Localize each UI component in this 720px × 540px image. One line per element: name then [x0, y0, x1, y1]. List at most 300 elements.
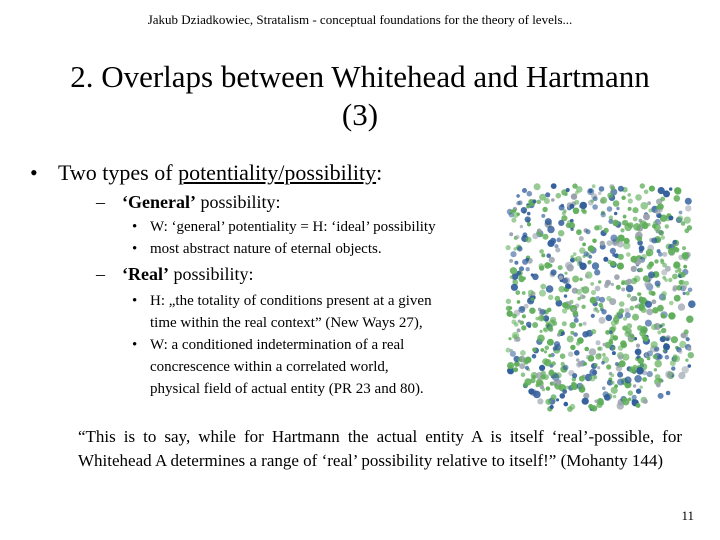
sphere-dot [539, 194, 546, 201]
sphere-dot [603, 228, 608, 233]
sphere-dot [540, 385, 544, 389]
sphere-dot [582, 398, 589, 405]
sphere-dot [558, 230, 564, 236]
sphere-dot [523, 359, 528, 364]
sphere-dot [648, 271, 655, 278]
general-bold: ‘General’ [122, 192, 196, 212]
sphere-dot [562, 389, 567, 394]
sphere-dot [647, 223, 650, 226]
sphere-dot [526, 322, 532, 328]
sphere-dot [619, 301, 625, 307]
sphere-dot [566, 223, 571, 228]
sphere-dot [661, 269, 667, 275]
sphere-dot [510, 251, 516, 257]
sphere-dot [619, 266, 622, 269]
sphere-dot [639, 296, 642, 299]
sphere-dot [651, 238, 657, 244]
sphere-dot [537, 200, 542, 205]
sphere-dot [541, 214, 545, 218]
sphere-dot [630, 306, 635, 311]
sphere-dot [677, 215, 683, 221]
sphere-dot [612, 220, 619, 227]
sphere-dot [688, 300, 696, 308]
sphere-dot [674, 356, 678, 360]
sphere-dot [623, 317, 627, 321]
sphere-dot [579, 384, 584, 389]
sphere-dot [614, 384, 618, 388]
real-item-1-line-1: H: „the totality of conditions present at a given [150, 293, 432, 309]
sphere-dot [658, 230, 664, 236]
sphere-dot [574, 200, 579, 205]
sphere-dot [634, 375, 642, 383]
dash-marker: – [96, 192, 105, 212]
sphere-dot [598, 399, 603, 404]
sphere-dot [570, 322, 576, 328]
sphere-dot [558, 220, 564, 226]
sphere-dot [558, 286, 565, 293]
real-possibility-heading [96, 264, 254, 285]
real-item-2-line-3: physical field of actual entity (PR 23 and 80). [150, 381, 424, 397]
sphere-dot [557, 238, 562, 243]
sphere-dot [632, 314, 639, 321]
sphere-dot [547, 240, 554, 247]
sphere-dot [589, 348, 597, 356]
sphere-dot [603, 257, 608, 262]
sphere-dot [541, 253, 545, 257]
sphere-dot [545, 399, 551, 405]
sphere-dot [580, 202, 587, 209]
sphere-dot [628, 198, 633, 203]
sphere-dot [653, 221, 657, 225]
sphere-dot [523, 210, 526, 213]
sphere-dot [570, 255, 573, 258]
sub-bullet: • [132, 293, 138, 309]
sphere-dot [599, 297, 605, 303]
sphere-dot [685, 198, 692, 205]
sub-bullet: • [132, 241, 138, 257]
sphere-dot [565, 386, 569, 390]
sphere-dot [592, 184, 596, 188]
bullet-marker: • [30, 160, 38, 185]
sphere-dot [668, 312, 675, 319]
sphere-dot [670, 360, 676, 366]
sphere-dot [526, 205, 530, 209]
sphere-dot [595, 286, 601, 292]
sphere-dot [532, 199, 536, 203]
sphere-dot [601, 212, 606, 217]
bullet-prefix: Two types of [58, 160, 179, 185]
sphere-dot [617, 379, 624, 386]
sphere-dot [591, 290, 596, 295]
sphere-dot [607, 240, 613, 246]
sphere-dot [551, 198, 555, 202]
sphere-dot [686, 291, 690, 295]
sphere-dot [513, 367, 518, 372]
sphere-dot [522, 314, 526, 318]
sphere-dot [560, 393, 566, 399]
sphere-dot [619, 360, 626, 367]
sphere-dot [626, 328, 632, 334]
sphere-dot [569, 204, 574, 209]
sphere-dot [592, 262, 599, 269]
general-item-1: W: ‘general’ potentiality = H: ‘ideal’ possibility [150, 219, 436, 235]
sphere-dot [560, 353, 566, 359]
sphere-dot [540, 309, 546, 315]
sphere-dot [598, 280, 601, 283]
sphere-dot [564, 294, 567, 297]
sphere-dot [604, 283, 609, 288]
sphere-dot [555, 296, 561, 302]
sphere-dot [636, 344, 640, 348]
sphere-dot [515, 290, 520, 295]
sphere-dot [543, 374, 549, 380]
sphere-dot [571, 193, 577, 199]
sphere-dot [675, 188, 682, 195]
sphere-dot [684, 228, 689, 233]
sphere-dot [514, 322, 519, 327]
sphere-dot [598, 192, 602, 196]
sphere-dot [602, 353, 606, 357]
sphere-dot [649, 290, 654, 295]
sphere-dot [550, 269, 556, 275]
sphere-dot [514, 261, 518, 265]
sphere-dot [582, 286, 590, 294]
sphere-dot [527, 222, 531, 226]
sphere-dot [591, 314, 595, 318]
sphere-dot [577, 230, 581, 234]
sphere-dot [537, 335, 545, 343]
sphere-dot [642, 377, 647, 382]
sphere-dot [606, 296, 611, 301]
sphere-dot [520, 225, 523, 228]
sphere-dot [597, 366, 600, 369]
sphere-dot [630, 256, 637, 263]
sphere-dot [611, 283, 614, 286]
bullet-suffix: : [376, 160, 383, 185]
sphere-dot [593, 196, 598, 201]
sphere-dot [655, 281, 661, 287]
sphere-dot [631, 266, 637, 272]
sphere-dot [572, 276, 579, 283]
sphere-dot [559, 205, 565, 211]
sphere-dot [579, 236, 584, 241]
sphere-dot [513, 247, 517, 251]
sphere-dot [664, 278, 667, 281]
sphere-dot [678, 303, 685, 310]
sphere-dot [669, 187, 672, 190]
sphere-dot [660, 197, 665, 202]
sphere-dot [558, 265, 563, 270]
sphere-dot [643, 399, 648, 404]
sphere-dot [618, 186, 624, 192]
sphere-dot [539, 263, 545, 269]
bullet-two-types [30, 160, 382, 186]
sphere-dot [681, 272, 686, 277]
sphere-dot [509, 232, 513, 236]
sphere-dot [518, 357, 523, 362]
sphere-dot [658, 221, 662, 225]
sphere-dot [510, 267, 517, 274]
dash-marker: – [96, 264, 105, 284]
sphere-dot [687, 347, 691, 351]
sphere-cloud-figure [500, 178, 700, 418]
sphere-dot [622, 397, 626, 401]
sphere-dot [589, 375, 595, 381]
sphere-dot [654, 368, 657, 371]
sphere-dot [581, 305, 585, 309]
sphere-dot [570, 345, 575, 350]
sphere-dot [648, 261, 654, 267]
sphere-dot [537, 398, 543, 404]
sphere-dot [596, 340, 601, 345]
sphere-dot [548, 354, 552, 358]
sphere-dot [663, 349, 667, 353]
sphere-dot [508, 365, 512, 369]
sphere-dot [652, 299, 657, 304]
sphere-dot [681, 221, 686, 226]
sphere-dot [583, 362, 587, 366]
sphere-dot [506, 299, 511, 304]
sphere-dot [539, 290, 546, 297]
sphere-dot [644, 190, 649, 195]
sphere-dot [534, 183, 541, 190]
sphere-dot [564, 272, 567, 275]
sphere-dot [572, 373, 577, 378]
sphere-dot [592, 239, 597, 244]
sphere-dot [518, 276, 524, 282]
sphere-dot [622, 354, 629, 361]
sphere-dot [666, 391, 671, 396]
sphere-dot [645, 301, 652, 308]
sphere-dot [532, 348, 537, 353]
sphere-dot [629, 366, 636, 373]
sphere-dot [600, 197, 607, 204]
sphere-dot [672, 274, 678, 280]
sphere-dot [565, 262, 572, 269]
sphere-dot [618, 355, 623, 360]
sphere-dot [521, 325, 526, 330]
real-rest: possibility: [168, 264, 254, 284]
sphere-dot [507, 311, 513, 317]
sphere-dot [592, 370, 597, 375]
sphere-dot [551, 183, 557, 189]
sphere-dot [549, 257, 555, 263]
sphere-dot [635, 194, 642, 201]
sphere-dot [532, 233, 538, 239]
real-item-1-line-2: time within the real context” (New Ways 27), [150, 315, 423, 331]
sphere-dot [552, 361, 556, 365]
sphere-dot [640, 202, 648, 210]
sphere-dot [599, 317, 606, 324]
sphere-dot [529, 308, 535, 314]
sphere-dot [653, 354, 658, 359]
sphere-dot [668, 278, 672, 282]
sphere-dot [618, 254, 624, 260]
sphere-dot [597, 225, 603, 231]
sphere-dot [657, 330, 661, 334]
sphere-dot [672, 287, 676, 291]
sphere-dot [661, 328, 666, 333]
sphere-dot [674, 295, 681, 302]
sphere-dot [542, 207, 547, 212]
real-item-2-line-2: concrescence within a correlated world, [150, 359, 389, 375]
sphere-dot [685, 359, 688, 362]
sphere-dot [627, 294, 631, 298]
sphere-dot [636, 403, 641, 408]
sphere-dot [555, 248, 560, 253]
sphere-dot [573, 252, 577, 256]
sphere-dot [633, 384, 636, 387]
sphere-dot [688, 364, 692, 368]
sphere-dot [611, 381, 615, 385]
sphere-dot [510, 210, 514, 214]
sphere-dot [686, 316, 693, 323]
sphere-dot [540, 348, 544, 352]
sphere-dot [668, 216, 673, 221]
sphere-dot [633, 223, 641, 231]
sphere-dot [686, 337, 690, 341]
sphere-dot [540, 284, 546, 290]
sphere-dot [661, 291, 667, 297]
sphere-dot [639, 259, 642, 262]
sphere-dot [628, 390, 633, 395]
sphere-dot [511, 218, 516, 223]
sphere-dot [509, 306, 513, 310]
sphere-dot [637, 292, 641, 296]
sphere-dot [612, 346, 616, 350]
sphere-dot [654, 259, 658, 263]
sphere-dot [570, 404, 576, 410]
sphere-dot [610, 261, 616, 267]
sphere-dot [545, 346, 550, 351]
sub-bullet: • [132, 337, 138, 353]
sphere-dot [665, 355, 670, 360]
slide-title [20, 58, 700, 134]
sphere-dot [613, 316, 619, 322]
sphere-dot [553, 346, 557, 350]
sphere-dot [621, 196, 625, 200]
sphere-dot [643, 213, 650, 220]
sphere-dot [506, 245, 511, 250]
sphere-dot [543, 234, 549, 240]
sphere-dot [665, 224, 669, 228]
real-bold: ‘Real’ [122, 264, 169, 284]
sphere-dot [600, 306, 604, 310]
sphere-dot [586, 229, 591, 234]
sphere-dot [645, 320, 652, 327]
sphere-dot [518, 200, 523, 205]
general-possibility-heading [96, 192, 280, 213]
sphere-dot [613, 242, 617, 246]
sphere-dot [576, 289, 582, 295]
sphere-dot [601, 361, 605, 365]
sphere-dot [642, 222, 649, 229]
sphere-dot [678, 372, 685, 379]
sphere-dot [649, 186, 655, 192]
sphere-dot [632, 207, 638, 213]
sphere-dot [656, 383, 661, 388]
sphere-dot [648, 209, 652, 213]
list-item [132, 216, 502, 238]
sphere-dot [567, 336, 574, 343]
sphere-dot [570, 228, 573, 231]
sphere-dot [594, 269, 600, 275]
sphere-dot [511, 284, 518, 291]
sphere-dot [624, 238, 630, 244]
sphere-dot [584, 347, 589, 352]
sphere-dot [662, 297, 666, 301]
sphere-dot [594, 400, 597, 403]
sphere-dot [510, 349, 513, 352]
sphere-dot [683, 292, 686, 295]
sphere-dot [620, 228, 624, 232]
sphere-dot [600, 241, 605, 246]
sphere-dot [674, 247, 679, 252]
sphere-dot [563, 365, 569, 371]
sphere-dot [564, 193, 567, 196]
sphere-dot [551, 394, 557, 400]
sphere-dot [626, 252, 631, 257]
sphere-dot [559, 276, 563, 280]
sphere-dot [644, 281, 651, 288]
page-number: 11 [681, 508, 694, 523]
sphere-dot [628, 207, 632, 211]
sphere-dot [548, 264, 552, 268]
sphere-dot [532, 354, 537, 359]
sphere-dot [631, 296, 636, 301]
sphere-dot [638, 358, 645, 365]
sphere-dot [678, 350, 682, 354]
sphere-dot [624, 224, 632, 232]
sphere-dot [643, 336, 649, 342]
sphere-dot [546, 285, 554, 293]
sphere-dot [639, 268, 643, 272]
sphere-dot [518, 306, 525, 313]
title-line-2: (3) [341, 97, 379, 132]
sphere-dot [630, 334, 634, 338]
sphere-dot [577, 361, 582, 366]
sphere-dot [549, 372, 553, 376]
sphere-dot [661, 235, 665, 239]
sphere-dot [514, 338, 517, 341]
sphere-dot [547, 308, 552, 313]
sphere-dot [626, 323, 632, 329]
sphere-dot [682, 252, 689, 259]
sphere-dot [562, 321, 567, 326]
sphere-dot [606, 364, 611, 369]
sphere-dot [517, 300, 521, 304]
sphere-dot [647, 351, 653, 357]
sphere-dot [556, 398, 559, 401]
sphere-dot [651, 324, 657, 330]
sphere-dot [588, 355, 595, 362]
sphere-dot [577, 297, 581, 301]
sphere-dot [545, 218, 552, 225]
sphere-dot [564, 402, 569, 407]
sphere-dot [516, 271, 521, 276]
sphere-dot [595, 353, 601, 359]
sphere-dot [633, 217, 638, 222]
sphere-dot [591, 329, 596, 334]
sphere-dot [657, 249, 661, 253]
sphere-dot [583, 322, 587, 326]
sphere-dot [606, 315, 613, 322]
sphere-dot [592, 204, 598, 210]
sphere-dot [528, 290, 534, 296]
sphere-dot [632, 395, 637, 400]
sphere-dot [672, 240, 677, 245]
sphere-dot [579, 323, 583, 327]
